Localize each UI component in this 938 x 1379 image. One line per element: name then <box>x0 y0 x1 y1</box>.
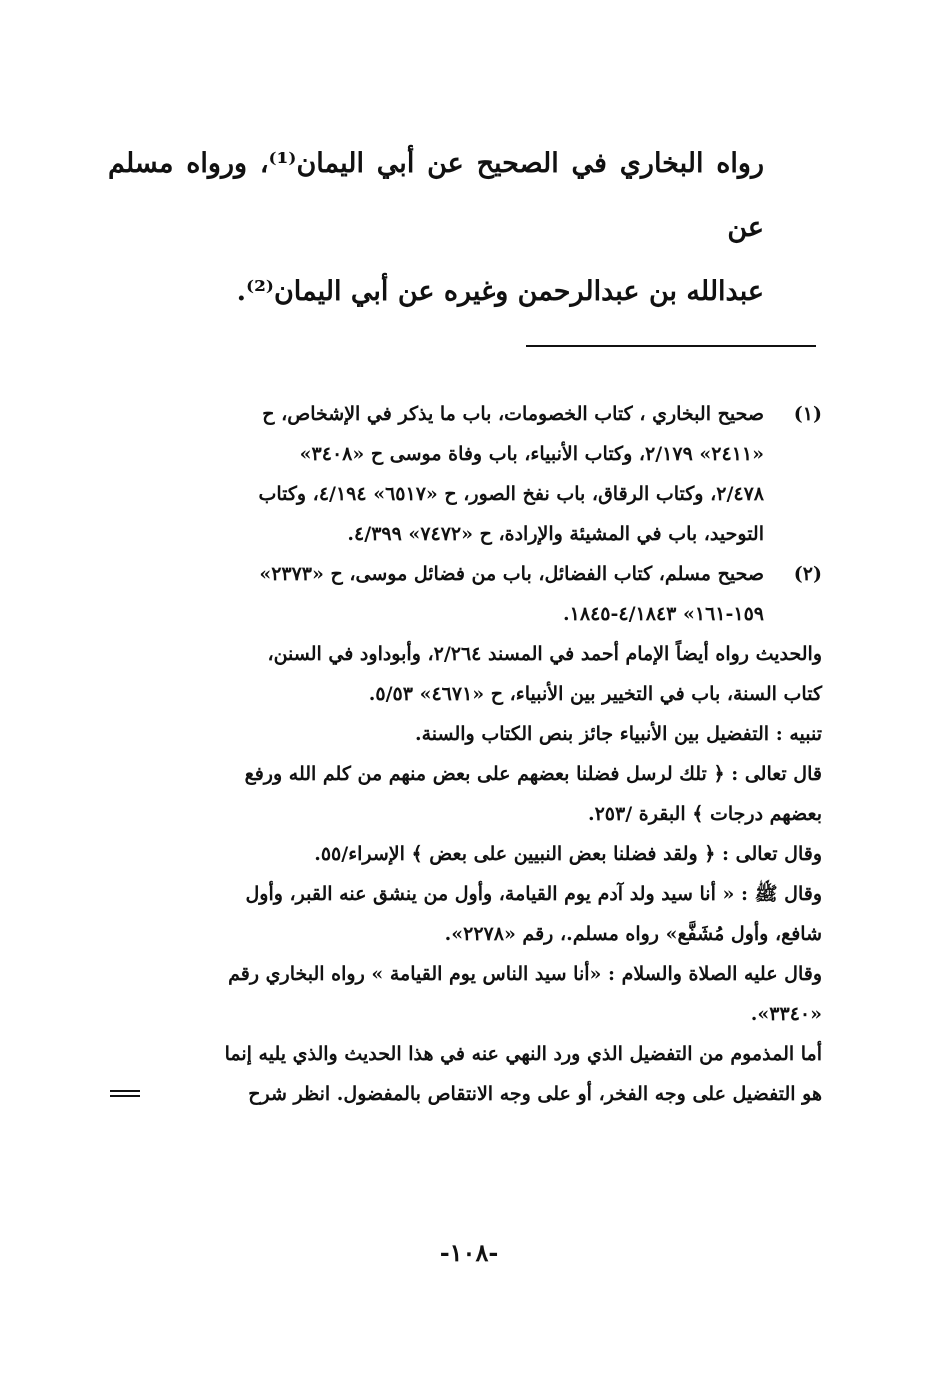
main-text <box>108 132 764 324</box>
note-line: وقال ﷺ : « أنا سيد ولد آدم يوم القيامة، وأول من ينشق عنه القبر، وأول <box>245 883 822 905</box>
note-last-line <box>110 1074 822 1114</box>
footnote-line: «٢٤١١» ٢/١٧٩، وكتاب الأنبياء، باب وفاة موسى ح «٣٤٠٨» <box>299 443 764 465</box>
note-line: قال تعالى : ﴿ تلك لرسل فضلنا بعضهم على بعض منهم من كلم الله ورفع <box>244 763 822 785</box>
footnote-line: صحيح مسلم، كتاب الفضائل، باب من فضائل موسى، ح «٢٣٧٣» <box>259 563 764 585</box>
continuation-mark <box>110 1090 140 1098</box>
footnote-line: صحيح البخاري ، كتاب الخصومات، باب ما يذكر في الإشخاص، ح <box>262 403 764 425</box>
footnotes <box>110 394 822 1114</box>
main-text-line: عبدالله بن عبدالرحمن وغيره عن أبي اليمان⁽²⁾. <box>236 276 764 307</box>
footnote-separator <box>526 345 816 347</box>
footnote-line: ١٥٩-١٦١» ٤/١٨٤٣-١٨٤٥. <box>563 603 764 625</box>
footnote-notes <box>110 634 822 1114</box>
note-line: أما المذموم من التفضيل الذي ورد النهي عنه في هذا الحديث والذي يليه إنما <box>224 1043 822 1065</box>
footnote-number: (١) <box>793 403 822 425</box>
note-line: شافع، وأول مُشَفَّع» رواه مسلم.، رقم «٢٢٧٨». <box>444 923 822 945</box>
footnote-2 <box>110 554 822 634</box>
note-line: كتاب السنة، باب في التخيير بين الأنبياء، ح «٤٦٧١» ٥/٥٣. <box>368 683 822 705</box>
note-line: تنبيه : التفضيل بين الأنبياء جائز بنص الكتاب والسنة. <box>415 723 822 745</box>
page-number: -١٠٨- <box>439 1238 499 1267</box>
note-line: والحديث رواه أيضاً الإمام أحمد في المسند ٢/٢٦٤، وأبوداود في السنن، <box>267 643 822 665</box>
main-text-line: رواه البخاري في الصحيح عن أبي اليمان⁽¹⁾، ورواه مسلم عن <box>108 148 764 243</box>
note-line: وقال تعالى : ﴿ ولقد فضلنا بعض النبيين على بعض ﴾ الإسراء/٥٥. <box>314 843 822 865</box>
note-line: وقال عليه الصلاة والسلام : «أنا سيد الناس يوم القيامة » رواه البخاري رقم <box>228 963 822 985</box>
footnote-body <box>110 554 764 634</box>
note-line: هو التفضيل على وجه الفخر، أو على وجه الانتقاص بالمفضول. انظر شرح <box>248 1083 822 1105</box>
footnote-body <box>110 394 764 554</box>
footnote-line: التوحيد، باب في المشيئة والإرادة، ح «٧٤٧٢» ٤/٣٩٩. <box>347 523 764 545</box>
footnote-line: ٢/٤٧٨، وكتاب الرقاق، باب نفخ الصور، ح «٦٥١٧» ٤/١٩٤، وكتاب <box>258 483 764 505</box>
footnote-1 <box>110 394 822 554</box>
note-line: بعضهم درجات ﴾ البقرة /٢٥٣. <box>587 803 822 825</box>
note-line: «٣٣٤٠». <box>750 1003 822 1025</box>
footnote-number: (٢) <box>793 563 822 585</box>
